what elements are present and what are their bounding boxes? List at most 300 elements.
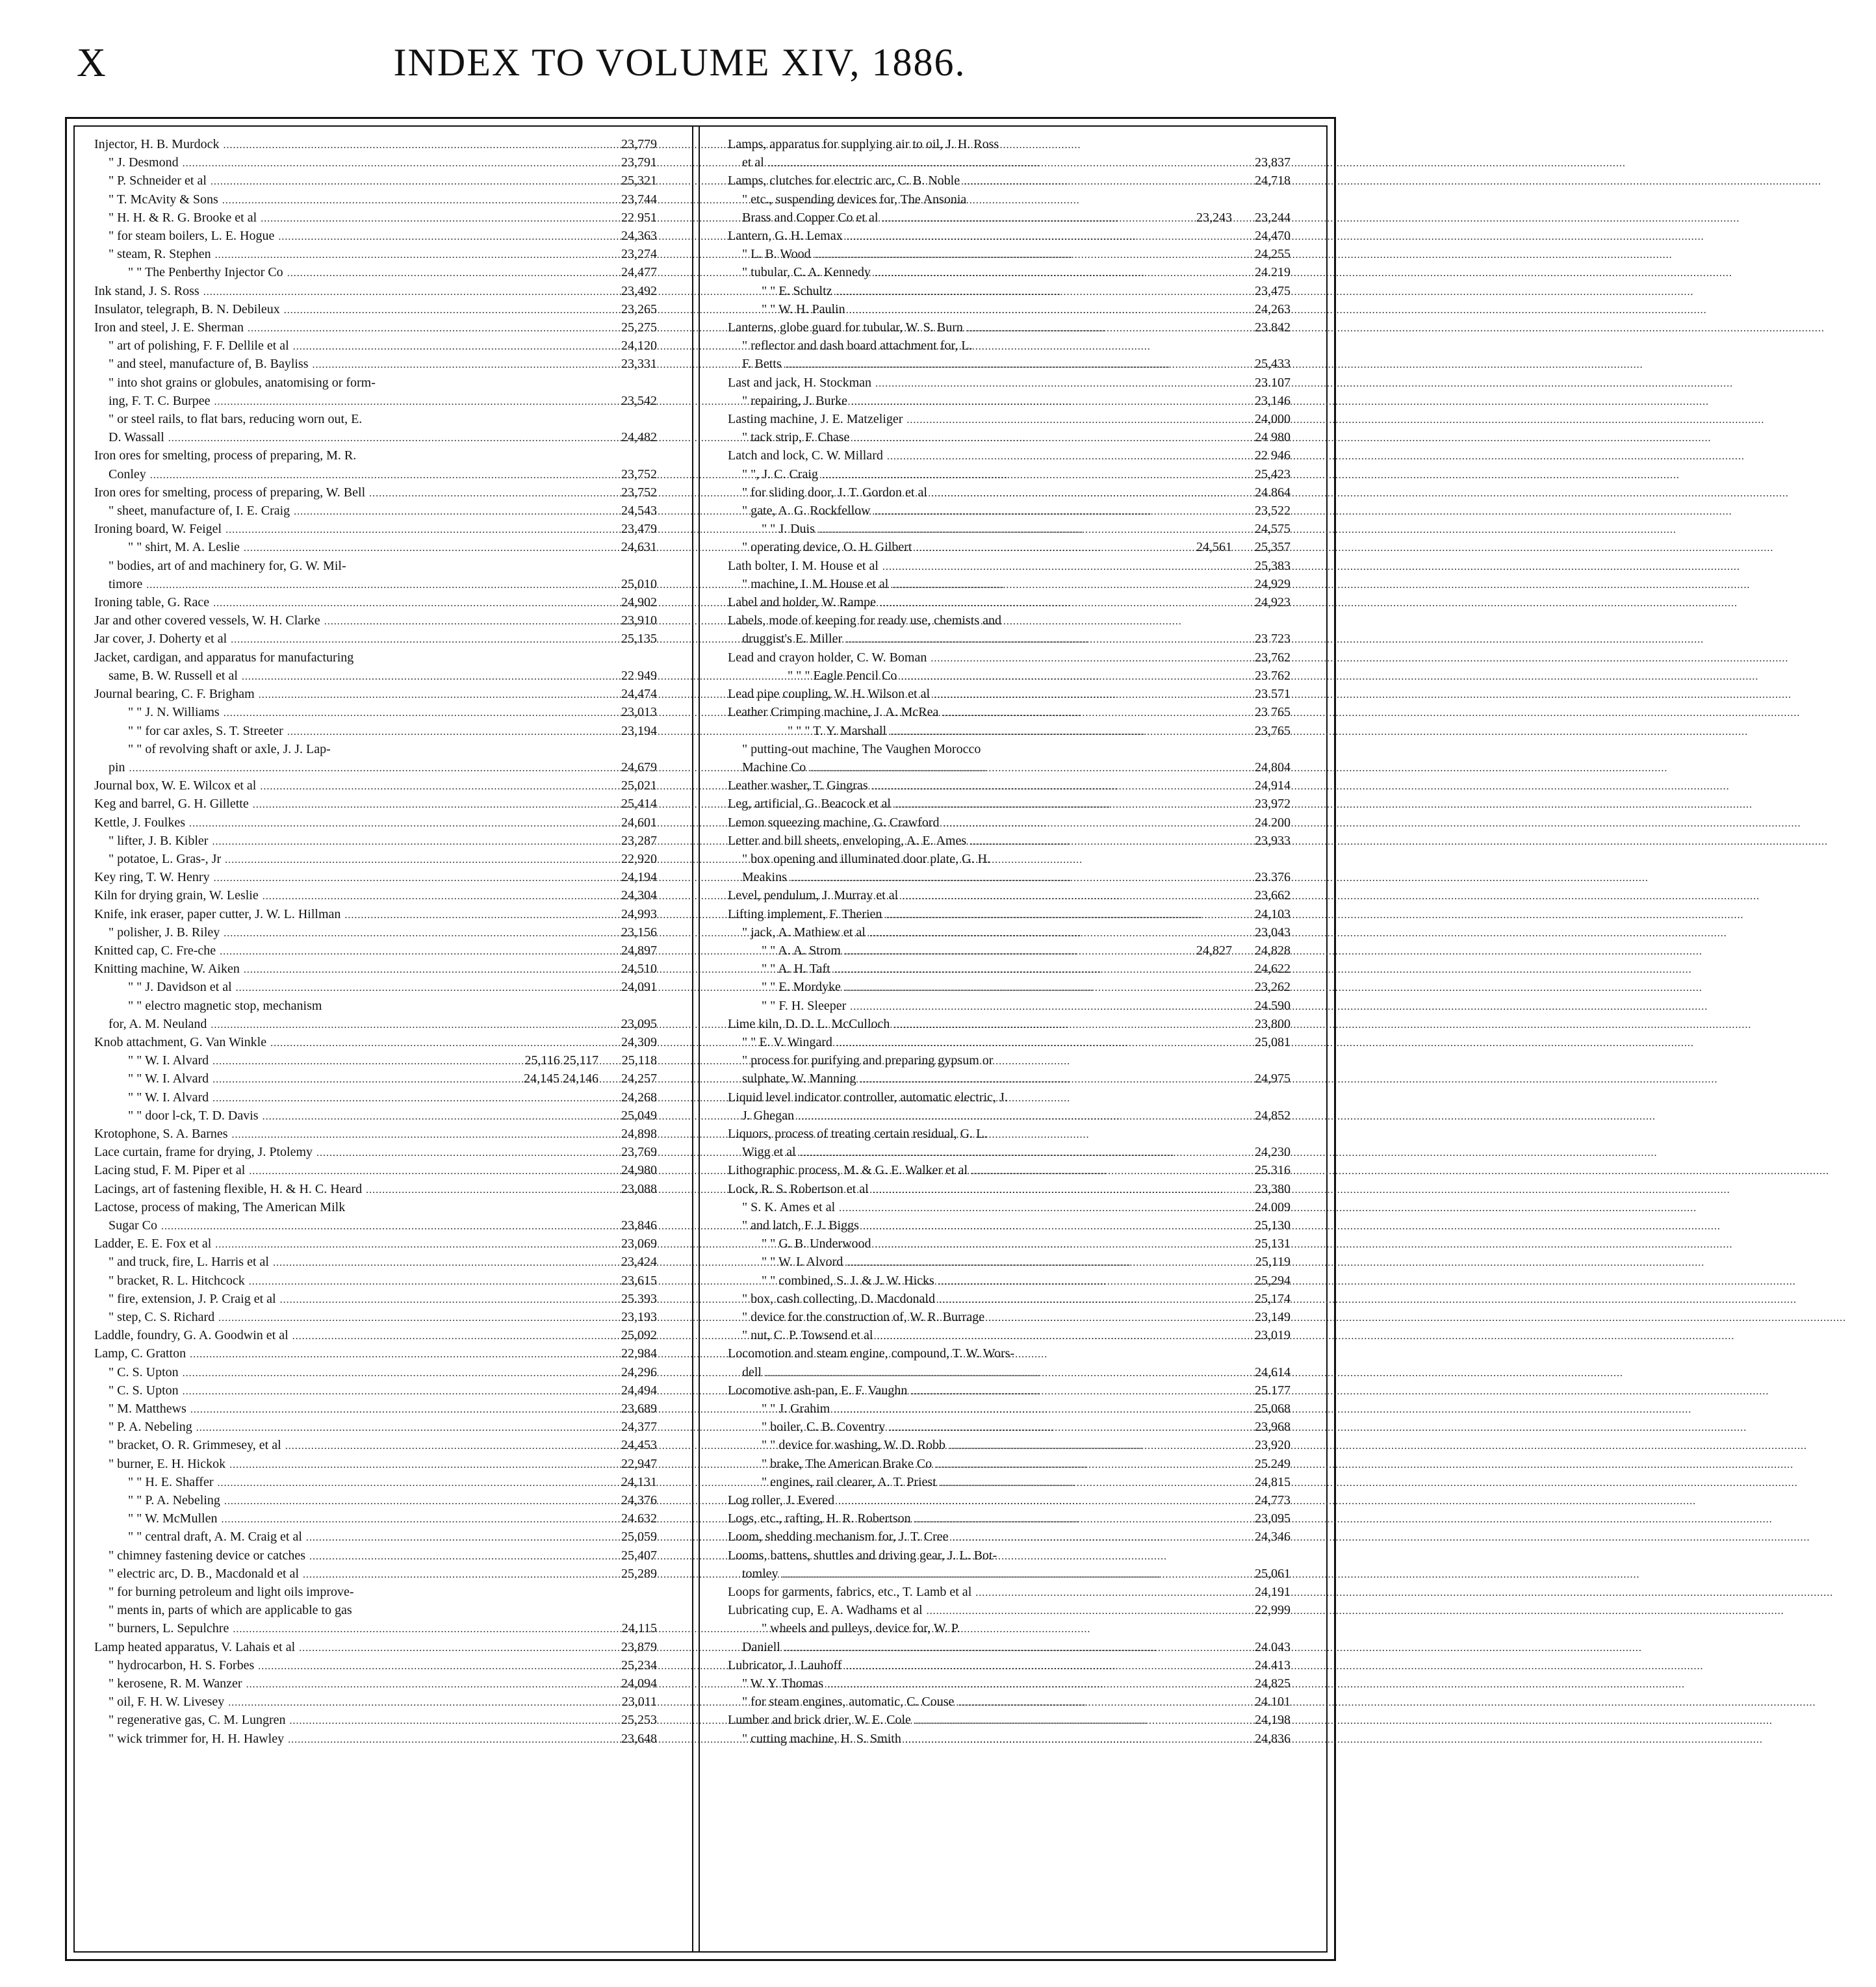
- entry-text: " and latch, F. J. Biggs: [742, 1218, 859, 1233]
- entry-number: 24,257: [621, 1071, 657, 1086]
- entry-text: " H. H. & R. G. Brooke et al: [109, 210, 257, 225]
- entry-number: 25,423: [1255, 467, 1291, 481]
- index-entry: [728, 723, 1291, 741]
- index-entry: [94, 1711, 657, 1730]
- index-entry: [94, 283, 657, 301]
- entry-number: 25.249: [1255, 1456, 1291, 1471]
- entry-text: druggist's E. Miller: [742, 632, 843, 647]
- entry-number: 23,069: [621, 1237, 657, 1251]
- leader-dots: [215, 1237, 602, 1253]
- leader-dots: [244, 540, 602, 557]
- entry-text: Lactose, process of making, The American Milk: [94, 1199, 346, 1214]
- entry-text: Log roller, J. Evered: [728, 1493, 835, 1508]
- entry-number: 23,013: [621, 705, 657, 720]
- entry-number: 25,414: [621, 797, 657, 812]
- leader-dots: [246, 1676, 602, 1693]
- index-entry: [728, 429, 1291, 447]
- index-entry: [728, 630, 1291, 648]
- entry-number: 24,091: [621, 980, 657, 995]
- entry-text: " P. Schneider et al: [109, 173, 207, 188]
- index-entry: [94, 1235, 657, 1253]
- leader-dots: [931, 650, 1236, 667]
- leader-dots: [860, 1071, 1236, 1088]
- index-entry: [94, 1565, 657, 1583]
- leader-dots: [316, 1145, 602, 1162]
- entry-text: Lanterns, globe guard for tubular, W. S. Burn: [728, 320, 963, 335]
- entry-number: 23,920: [1255, 1438, 1291, 1453]
- leader-dots: [934, 687, 1236, 704]
- index-entry: [728, 1327, 1291, 1345]
- leader-dots: [875, 504, 1236, 520]
- entry-text: Sugar Co: [109, 1218, 157, 1233]
- index-entry: [728, 1400, 1291, 1418]
- entry-number: 24,230: [1255, 1145, 1291, 1160]
- index-entry: [728, 1675, 1291, 1693]
- leader-dots: [863, 1218, 1236, 1235]
- entry-number: 24,363: [621, 229, 657, 244]
- entry-text: " potatoe, L. Gras-, Jr: [109, 851, 222, 866]
- entry-text: " device for the construction of, W. R. Burrage: [742, 1310, 985, 1324]
- entry-text: Jar and other covered vessels, W. H. Clarke: [94, 613, 320, 628]
- entry-text: Lubricator, J. Lauhoff: [728, 1658, 842, 1673]
- index-entry: [94, 355, 657, 374]
- entry-number: 25.393: [621, 1291, 657, 1306]
- entry-number: 23,765: [1255, 723, 1291, 738]
- index-entry: [728, 319, 1291, 337]
- entry-number: 22 949: [621, 668, 657, 683]
- leader-dots: [161, 1218, 602, 1235]
- entry-text: " polisher, J. B. Riley: [109, 925, 220, 940]
- leader-dots: [834, 1402, 1236, 1418]
- index-entry: [94, 301, 657, 319]
- leader-dots: [220, 943, 602, 960]
- leader-dots: [211, 173, 602, 190]
- leader-dots: [225, 522, 602, 539]
- entry-number: 24.200: [1255, 815, 1291, 830]
- entry-text: Key ring, T. W. Henry: [94, 870, 210, 885]
- entry-number: 24,575: [1255, 522, 1291, 537]
- leader-dots: [869, 925, 1236, 942]
- leader-dots: [287, 265, 602, 282]
- leader-dots: [306, 1530, 602, 1546]
- leader-dots: [189, 815, 602, 832]
- leader-dots: [231, 632, 602, 648]
- entry-number: 24,622: [1255, 962, 1291, 977]
- leader-dots: [303, 1567, 602, 1583]
- entry-text: " boiler, C. B. Coventry: [762, 1420, 886, 1435]
- leader-dots: [901, 669, 1236, 686]
- index-entry: [728, 264, 1291, 282]
- index-entry: [94, 1253, 657, 1272]
- leader-dots: [886, 907, 1236, 924]
- index-entry: [94, 979, 657, 997]
- leader-dots: [224, 705, 602, 722]
- leader-dots: [233, 1621, 602, 1638]
- index-entry: [728, 1418, 1291, 1437]
- entry-text: " " The Penberthy Injector Co: [128, 265, 283, 280]
- entry-text: Lacings, art of fastening flexible, H. & H. C. Heard: [94, 1181, 363, 1196]
- index-entry: [728, 1730, 1291, 1749]
- index-entry: [94, 576, 657, 594]
- leader-dots: [953, 1530, 1236, 1546]
- entry-text: Iron and steel, J. E. Sherman: [94, 320, 244, 335]
- index-entry: [728, 649, 1291, 667]
- index-entry: [728, 887, 1291, 905]
- entry-number: 24.413: [1255, 1658, 1291, 1673]
- index-entry: [728, 392, 1291, 411]
- entry-extra-number: 24,145 24,146: [524, 1071, 598, 1086]
- entry-number: 23.571: [1255, 687, 1291, 702]
- entry-number: 23,662: [1255, 888, 1291, 903]
- leader-dots: [851, 394, 1236, 411]
- entry-number: 23,095: [1255, 1511, 1291, 1526]
- entry-text: " " F. H. Sleeper: [762, 998, 847, 1013]
- leader-dots: [294, 504, 602, 520]
- entry-text: " jack, A. Mathiew et al: [742, 925, 866, 940]
- entry-number: 25,061: [1255, 1566, 1291, 1581]
- entry-number: 24,543: [621, 504, 657, 519]
- entry-number: 24,263: [1255, 301, 1291, 316]
- entry-text: " machine, I. M. House et al: [742, 576, 889, 591]
- entry-text: dell: [742, 1365, 762, 1379]
- entry-number: 25,021: [621, 778, 657, 793]
- entry-number: 23,879: [621, 1639, 657, 1654]
- index-entry: [728, 1364, 1291, 1382]
- leader-dots: [949, 1438, 1236, 1455]
- entry-text: Lithographic process, M. & G. E. Walker et al: [728, 1163, 968, 1178]
- index-entry: [728, 209, 1291, 227]
- leader-dots: [768, 155, 1236, 172]
- entry-number: 23,149: [1255, 1310, 1291, 1324]
- entry-number: 24.632: [621, 1511, 657, 1526]
- entry-number: 23.107: [1255, 375, 1291, 390]
- entry-number: 25,275: [621, 320, 657, 335]
- entry-text: Ironing table, G. Race: [94, 595, 210, 610]
- leader-dots: [845, 980, 1236, 997]
- entry-number: 23,274: [621, 247, 657, 262]
- leader-dots: [927, 1603, 1236, 1620]
- entry-text: " and steel, manufacture of, B. Bayliss: [109, 357, 309, 372]
- entry-number: 25,357: [1255, 540, 1291, 555]
- entry-number: 23,968: [1255, 1420, 1291, 1435]
- entry-number: 24.864: [1255, 485, 1291, 500]
- index-entry: [728, 906, 1291, 924]
- entry-text: " operating device, O. H. Gilbert: [742, 540, 912, 555]
- entry-number: 23,479: [621, 522, 657, 537]
- index-entry: [94, 906, 657, 924]
- entry-text: Lock, R. S. Robertson et al: [728, 1181, 869, 1196]
- entry-number: 25,119: [1255, 1255, 1291, 1270]
- index-entry: [94, 814, 657, 832]
- index-entry: [94, 1657, 657, 1675]
- entry-number: 23,492: [621, 283, 657, 298]
- entry-number: 23,088: [621, 1181, 657, 1196]
- entry-text: " for burning petroleum and light oils improve-: [109, 1585, 354, 1600]
- leader-dots: [938, 1274, 1236, 1290]
- index-entry: [94, 1474, 657, 1492]
- index-entry: [94, 136, 657, 154]
- index-entry: [728, 191, 1291, 209]
- entry-text: " L. B. Wood: [742, 247, 811, 262]
- index-frame-inner: [73, 125, 1328, 1953]
- index-entry: [94, 1693, 657, 1711]
- entry-number: 25,383: [1255, 558, 1291, 573]
- index-entry: [94, 741, 657, 759]
- entry-text: Liquors, process of treating certain residual, G. L.: [728, 1126, 988, 1141]
- entry-number: 24,000: [1255, 412, 1291, 427]
- index-entry: [94, 227, 657, 246]
- index-entry: [94, 1510, 657, 1528]
- entry-text: " P. A. Nebeling: [109, 1420, 192, 1435]
- entry-text: " and truck, fire, L. Harris et al: [109, 1255, 269, 1270]
- leader-dots: [242, 669, 602, 686]
- entry-number: 23.376: [1255, 870, 1291, 885]
- entry-number: 23,837: [1255, 155, 1291, 170]
- entry-number: 23 723: [1255, 632, 1291, 647]
- entry-number: 24,902: [621, 595, 657, 610]
- index-entry: [94, 392, 657, 411]
- entry-number: 24.590: [1255, 998, 1291, 1013]
- leader-dots: [853, 430, 1236, 447]
- entry-text: " lifter, J. B. Kibler: [109, 833, 209, 848]
- index-entry: [94, 869, 657, 887]
- entry-text: et al: [742, 155, 764, 170]
- index-entry: [728, 172, 1291, 190]
- entry-number: 24,477: [621, 265, 657, 280]
- index-entry: [728, 1528, 1291, 1546]
- index-entry: [94, 1181, 657, 1199]
- index-entry: [94, 1382, 657, 1400]
- entry-text: tomley: [742, 1566, 778, 1581]
- index-entry: [728, 942, 1291, 960]
- entry-number: 24,914: [1255, 778, 1291, 793]
- leader-dots: [819, 522, 1236, 539]
- index-entry: [728, 924, 1291, 942]
- entry-text: Level, pendulum, J. Murray et al: [728, 888, 899, 903]
- index-entry: [728, 1309, 1291, 1327]
- entry-text: " " door l-ck, T. D. Davis: [128, 1108, 259, 1123]
- entry-text: " " central draft, A. M. Craig et al: [128, 1530, 302, 1545]
- index-entry: [94, 1070, 657, 1088]
- entry-number: 24.009: [1255, 1199, 1291, 1214]
- entry-text: " engines, rail clearer, A. T. Priest: [762, 1474, 936, 1489]
- entry-number: 23,262: [1255, 980, 1291, 995]
- entry-text: Lamp heated apparatus, V. Lahais et al: [94, 1639, 296, 1654]
- entry-text: Machine Co: [742, 760, 806, 775]
- entry-number: 24,482: [621, 430, 657, 445]
- leader-dots: [845, 1658, 1236, 1675]
- leader-dots: [810, 760, 1236, 777]
- index-entry: [94, 374, 657, 392]
- leader-dots: [214, 394, 602, 411]
- leader-dots: [292, 1328, 602, 1345]
- index-entry: [94, 172, 657, 190]
- entry-number: 25,081: [1255, 1034, 1291, 1049]
- entry-text: for, A. M. Neuland: [109, 1016, 207, 1031]
- leader-dots: [892, 577, 1236, 594]
- leader-dots: [847, 1255, 1236, 1272]
- entry-number: 23,019: [1255, 1328, 1291, 1343]
- leader-dots: [224, 925, 602, 942]
- leader-dots: [285, 1438, 602, 1455]
- leader-dots: [260, 778, 602, 795]
- index-entry: [728, 1492, 1291, 1510]
- leader-dots: [800, 1145, 1237, 1162]
- entry-number: 24,510: [621, 962, 657, 977]
- entry-number: 24,679: [621, 760, 657, 775]
- leader-dots: [834, 962, 1236, 979]
- index-entry: [94, 1364, 657, 1382]
- index-entry: [94, 1639, 657, 1657]
- leader-dots: [313, 357, 602, 374]
- index-entry: [728, 667, 1291, 686]
- leader-dots: [988, 1310, 1236, 1327]
- entry-text: " burners, L. Sepulchre: [109, 1621, 229, 1636]
- entry-number: 24.219: [1255, 265, 1291, 280]
- entry-text: Keg and barrel, G. H. Gillette: [94, 797, 249, 812]
- index-entry: [728, 337, 1291, 355]
- entry-text: " art of polishing, F. F. Dellile et al: [109, 339, 289, 353]
- entry-text: " reflector and dash board attachment for, L.: [742, 339, 973, 353]
- leader-dots: [344, 907, 602, 924]
- entry-text: Logs, etc., rafting, H. R. Robertson: [728, 1511, 911, 1526]
- entry-number: 23,095: [621, 1016, 657, 1031]
- entry-extra-number: 25,116 25,117: [524, 1053, 598, 1068]
- entry-number: 25,135: [621, 632, 657, 647]
- entry-number: 23,744: [621, 192, 657, 207]
- index-entry: [94, 795, 657, 814]
- index-entry: [94, 612, 657, 630]
- entry-text: " " J. Duis: [762, 522, 815, 537]
- leader-dots: [190, 1402, 602, 1418]
- index-entry: [94, 1016, 657, 1034]
- entry-number: 24,975: [1255, 1071, 1291, 1086]
- leader-dots: [168, 430, 602, 447]
- leader-dots: [211, 1017, 602, 1034]
- entry-number: 24,897: [621, 943, 657, 958]
- entry-number: 24,346: [1255, 1530, 1291, 1545]
- entry-number: 24,304: [621, 888, 657, 903]
- index-entry: [728, 1620, 1291, 1638]
- index-entry: [94, 997, 657, 1016]
- entry-text: Leather washer, T. Gingras: [728, 778, 868, 793]
- leader-dots: [224, 137, 603, 154]
- index-entry: [728, 814, 1291, 832]
- entry-number: 24,191: [1255, 1585, 1291, 1600]
- entry-text: " process for purifying and preparing gypsum or: [742, 1053, 994, 1068]
- entry-text: Journal box, W. E. Wilcox et al: [94, 778, 257, 793]
- index-entry: [728, 374, 1291, 392]
- entry-number: 25,092: [621, 1328, 657, 1343]
- leader-dots: [822, 467, 1236, 484]
- leader-dots: [964, 173, 1236, 190]
- entry-number: 23,769: [621, 1145, 657, 1160]
- leader-dots: [212, 1090, 602, 1107]
- entry-number: 24,631: [621, 540, 657, 555]
- leader-dots: [215, 247, 602, 264]
- entry-text: " C. S. Upton: [109, 1383, 179, 1398]
- entry-number: 22 951: [621, 210, 657, 225]
- index-entry: [94, 411, 657, 429]
- entry-text: Loom, shedding mechanism for, J. T. Cree: [728, 1530, 949, 1545]
- leader-dots: [915, 1713, 1236, 1730]
- index-entry: [94, 1217, 657, 1235]
- leader-dots: [942, 705, 1236, 722]
- leader-dots: [847, 229, 1236, 246]
- index-entry: [94, 667, 657, 686]
- entry-number: 25,118: [621, 1053, 657, 1068]
- leader-dots: [939, 1292, 1236, 1309]
- entry-number: 25,174: [1255, 1291, 1291, 1306]
- entry-text: Jacket, cardigan, and apparatus for manufacturing: [94, 650, 354, 665]
- entry-text: " oil, F. H. W. Livesey: [109, 1695, 225, 1710]
- index-entry: [94, 264, 657, 282]
- entry-number: 25,321: [621, 173, 657, 188]
- entry-number: 24,131: [621, 1474, 657, 1489]
- leader-dots: [784, 1640, 1236, 1657]
- entry-number: 24,377: [621, 1420, 657, 1435]
- index-entry: [728, 1455, 1291, 1474]
- leader-dots: [258, 1658, 602, 1675]
- index-entry: [728, 1345, 1291, 1363]
- index-entry: [728, 520, 1291, 539]
- entry-number: 24,376: [621, 1493, 657, 1508]
- entry-text: " burner, E. H. Hickok: [109, 1456, 226, 1471]
- entry-text: Lantern, G. H. Lemax: [728, 229, 843, 244]
- entry-text: Laddle, foundry, G. A. Goodwin et al: [94, 1328, 289, 1343]
- entry-text: Knitting machine, W. Aiken: [94, 962, 240, 977]
- leader-dots: [217, 1475, 602, 1492]
- index-entry: [94, 1437, 657, 1455]
- index-entry: [94, 1034, 657, 1052]
- index-entry: [728, 1034, 1291, 1052]
- entry-number: 25,049: [621, 1108, 657, 1123]
- leader-dots: [893, 1017, 1236, 1034]
- entry-number: 24,309: [621, 1034, 657, 1049]
- entry-text: " putting-out machine, The Vaughen Morocco: [742, 741, 981, 756]
- entry-text: Locomotion and steam engine, compound, T. W. Wors-: [728, 1346, 1015, 1361]
- entry-text: Letter and bill sheets, enveloping, A. E. Ames: [728, 833, 967, 848]
- entry-number: 25.316: [1255, 1163, 1291, 1178]
- entry-number: 23,265: [621, 301, 657, 316]
- entry-number: 24,198: [1255, 1713, 1291, 1728]
- index-entry: [94, 649, 657, 667]
- leader-dots: [244, 962, 602, 979]
- entry-number: 25.177: [1255, 1383, 1291, 1398]
- entry-text: " etc., suspending devices for, The Ansonia: [742, 192, 967, 207]
- index-entry: [94, 1418, 657, 1437]
- index-entry: [94, 942, 657, 960]
- index-entry: [94, 924, 657, 942]
- leader-dots: [882, 559, 1236, 576]
- entry-text: " bracket, O. R. Grimmesey, et al: [109, 1438, 281, 1453]
- entry-text: " " J. Davidson et al: [128, 980, 232, 995]
- leader-dots: [877, 1328, 1236, 1345]
- entry-text: " " W. I. Alvard: [128, 1090, 209, 1105]
- index-entry: [728, 411, 1291, 429]
- index-entry: [728, 502, 1291, 520]
- leader-dots: [836, 1035, 1236, 1052]
- leader-dots: [875, 376, 1236, 392]
- entry-number: 22,984: [621, 1346, 657, 1361]
- index-entry: [94, 558, 657, 576]
- entry-text: Lamps, clutches for electric arc, C. B. Noble: [728, 173, 960, 188]
- entry-number: 23,933: [1255, 833, 1291, 848]
- leader-dots: [196, 1420, 602, 1437]
- index-entry: [94, 777, 657, 795]
- entry-number: 24,614: [1255, 1365, 1291, 1379]
- entry-text: Locomotive ash-pan, E. F. Vaughn: [728, 1383, 908, 1398]
